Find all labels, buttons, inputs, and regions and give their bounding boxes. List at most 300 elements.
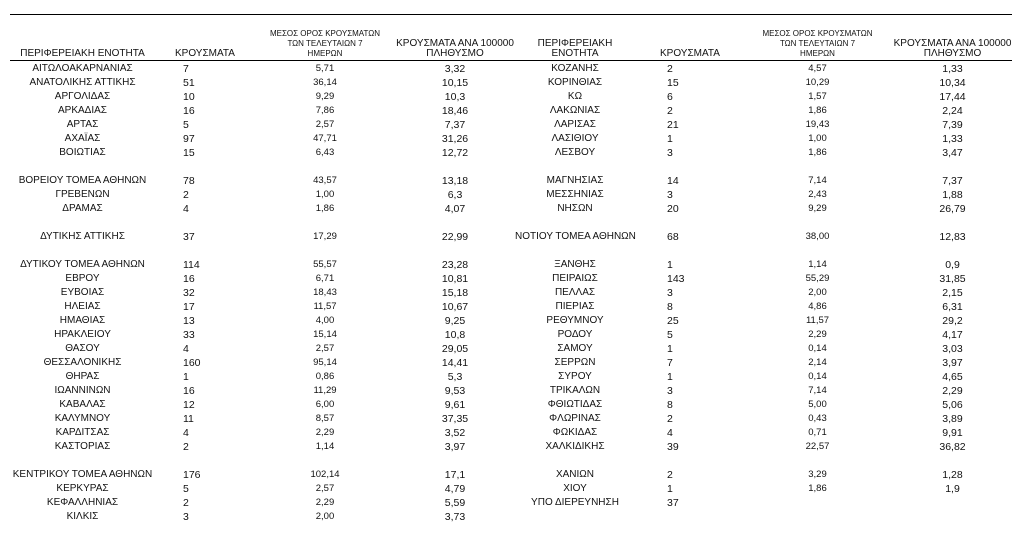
- cases-cell: 3: [667, 147, 673, 159]
- table-row: [10, 188, 515, 202]
- cases-cell: [155, 244, 255, 258]
- region-cell: ΘΑΣΟΥ: [65, 343, 100, 354]
- region-cell: ΠΕΙΡΑΙΩΣ: [552, 273, 598, 284]
- table-row: [10, 426, 515, 440]
- region-cell: ΚΑΒΑΛΑΣ: [59, 399, 106, 410]
- region-cell: [10, 216, 155, 230]
- region-cell: ΥΠΟ ΔΙΕΡΕΥΝΗΣΗ: [531, 497, 619, 508]
- table-row: [515, 188, 1015, 202]
- avg-cell: 6,71: [315, 273, 335, 284]
- table-row: [515, 76, 1015, 90]
- cases-cell: [635, 454, 745, 468]
- table-row: [10, 174, 515, 188]
- top-rule: [10, 14, 1012, 15]
- per-cell: 31,85: [939, 273, 966, 285]
- avg-cell: 55,29: [805, 273, 830, 284]
- cases-cell: 1: [667, 343, 673, 355]
- avg-cell: [255, 454, 395, 468]
- per-cell: 2,24: [942, 105, 963, 117]
- table-row: [10, 272, 515, 286]
- cases-cell: [155, 216, 255, 230]
- table-row: [10, 328, 515, 342]
- avg-cell: 1,86: [808, 105, 827, 116]
- cases-cell: 2: [667, 413, 673, 425]
- cases-cell: 6: [667, 91, 673, 103]
- table-row: [10, 90, 515, 104]
- table-row: [515, 482, 1015, 496]
- avg-cell: 9,29: [808, 203, 827, 214]
- table-row-spacer: [515, 454, 1015, 468]
- region-cell: ΙΩΑΝΝΙΝΩΝ: [54, 385, 111, 396]
- cases-cell: 4: [183, 343, 189, 355]
- avg-cell: 1,86: [808, 147, 827, 158]
- per-cell: 1,28: [942, 469, 963, 481]
- cases-cell: 4: [183, 203, 189, 215]
- header-per-right: [890, 22, 1015, 60]
- per-cell: 14,41: [441, 357, 469, 369]
- left-rows: [10, 62, 515, 524]
- cases-cell: 14: [667, 175, 679, 187]
- per-cell: 1,88: [942, 189, 963, 201]
- table-row: [10, 510, 515, 524]
- per-cell: 15,18: [441, 287, 469, 299]
- cases-cell: 17: [183, 301, 195, 313]
- table-row: [515, 202, 1015, 216]
- cases-cell: 16: [183, 105, 195, 117]
- avg-cell: 2,57: [315, 343, 335, 354]
- per-cell: 3,32: [444, 63, 466, 75]
- header-region-right: [515, 22, 635, 60]
- header-region-label: ΠΕΡΙΦΕΡΕΙΑΚΗ ΕΝΟΤΗΤΑ: [20, 48, 145, 59]
- region-cell: ΔΥΤΙΚΟΥ ΤΟΜΕΑ ΑΘΗΝΩΝ: [20, 259, 145, 270]
- cases-cell: [635, 244, 745, 258]
- cases-cell: [635, 160, 745, 174]
- table-row: [515, 146, 1015, 160]
- table-row: [10, 62, 515, 76]
- avg-cell: 0,14: [808, 343, 827, 354]
- cases-cell: 39: [667, 441, 679, 453]
- cases-cell: 33: [183, 329, 195, 341]
- table-row: [10, 286, 515, 300]
- per-cell: [890, 454, 1015, 468]
- cases-cell: 21: [667, 119, 679, 131]
- table-row-spacer: [10, 454, 515, 468]
- region-cell: ΞΑΝΘΗΣ: [554, 259, 596, 270]
- avg-cell: 2,57: [315, 119, 335, 130]
- cases-cell: 7: [667, 357, 673, 369]
- avg-cell: 2,14: [808, 357, 827, 368]
- avg-cell: 1,57: [808, 91, 827, 102]
- per-cell: 5,59: [444, 497, 466, 509]
- header-avg-line2-right: ΤΩΝ ΤΕΛΕΥΤΑΙΩΝ 7: [779, 39, 856, 48]
- table-row: [515, 398, 1015, 412]
- cases-cell: 3: [667, 287, 673, 299]
- region-cell: ΣΕΡΡΩΝ: [554, 357, 596, 368]
- avg-cell: 95,14: [313, 357, 337, 368]
- region-cell: ΝΗΣΩΝ: [557, 203, 593, 214]
- cases-cell: 2: [667, 469, 673, 481]
- table-row-spacer: [515, 216, 1015, 230]
- per-cell: [890, 160, 1015, 174]
- header-avg-line1: ΜΕΣΟΣ ΟΡΟΣ ΚΡΟΥΣΜΑΤΩΝ: [269, 29, 381, 38]
- per-cell: 1,33: [942, 133, 963, 145]
- header-avg: [255, 20, 395, 60]
- per-cell: 9,25: [444, 315, 466, 327]
- avg-cell: 2,43: [808, 189, 827, 200]
- cases-cell: 1: [667, 133, 673, 145]
- header-region: [10, 22, 155, 60]
- avg-cell: 2,57: [315, 483, 335, 494]
- region-cell: ΑΝΑΤΟΛΙΚΗΣ ΑΤΤΙΚΗΣ: [29, 77, 136, 88]
- cases-cell: 4: [667, 427, 673, 439]
- region-cell: ΒΟΡΕΙΟΥ ΤΟΜΕΑ ΑΘΗΝΩΝ: [18, 175, 147, 186]
- per-cell: 17,1: [444, 469, 466, 481]
- region-cell: ΑΡΓΟΛΙΔΑΣ: [54, 91, 111, 102]
- per-cell: 37,35: [441, 413, 469, 425]
- per-cell: 1,9: [945, 483, 960, 495]
- region-cell: ΔΡΑΜΑΣ: [62, 203, 103, 214]
- table-row: [515, 468, 1015, 482]
- per-cell: [395, 216, 515, 230]
- region-cell: ΣΥΡΟΥ: [558, 371, 592, 382]
- per-cell: 31,26: [441, 133, 469, 145]
- avg-cell: 5,00: [808, 399, 827, 410]
- region-cell: [10, 244, 155, 258]
- per-cell: 7,37: [444, 119, 466, 131]
- per-cell: 3,97: [942, 357, 963, 369]
- avg-cell: 22,57: [805, 441, 830, 452]
- per-cell: 12,72: [441, 147, 469, 159]
- header-cases-label: ΚΡΟΥΣΜΑΤΑ: [175, 48, 235, 59]
- table-row: [515, 258, 1015, 272]
- per-cell: 10,3: [444, 91, 466, 103]
- region-cell: ΑΙΤΩΛΟΑΚΑΡΝΑΝΙΑΣ: [32, 63, 133, 74]
- table-row: [10, 384, 515, 398]
- avg-cell: 1,00: [808, 133, 827, 144]
- header-per-line1-right: ΚΡΟΥΣΜΑΤΑ ΑΝΑ 100000: [893, 38, 1012, 49]
- region-cell: ΚΑΛΥΜΝΟΥ: [54, 413, 111, 424]
- cases-cell: [635, 216, 745, 230]
- avg-cell: 11,29: [313, 385, 337, 396]
- per-cell: 12,83: [939, 231, 966, 243]
- cases-cell: 3: [667, 385, 673, 397]
- cases-cell: 4: [183, 427, 189, 439]
- avg-cell: 36,14: [313, 77, 337, 88]
- cases-cell: 5: [183, 119, 189, 131]
- per-cell: 5,3: [447, 371, 463, 383]
- table-row: [10, 230, 515, 244]
- cases-cell: 5: [667, 329, 673, 341]
- region-cell: ΗΡΑΚΛΕΙΟΥ: [54, 329, 111, 340]
- per-cell: 4,65: [942, 371, 963, 383]
- avg-cell: 2,29: [315, 427, 335, 438]
- cases-cell: 15: [183, 147, 195, 159]
- header-cases-right: [635, 22, 745, 60]
- avg-cell: 4,00: [315, 315, 335, 326]
- cases-cell: 7: [183, 63, 189, 75]
- region-cell: ΚΑΣΤΟΡΙΑΣ: [54, 441, 111, 452]
- avg-cell: [745, 454, 890, 468]
- cases-cell: 160: [183, 357, 201, 369]
- region-cell: ΡΟΔΟΥ: [557, 329, 593, 340]
- region-cell: ΛΑΡΙΣΑΣ: [554, 119, 596, 130]
- table-row: [10, 342, 515, 356]
- region-cell: ΚΟΖΑΝΗΣ: [551, 63, 599, 74]
- per-cell: 9,91: [942, 427, 963, 439]
- avg-cell: 17,29: [313, 231, 337, 242]
- cases-cell: 37: [183, 231, 195, 243]
- per-cell: [890, 244, 1015, 258]
- right-rows: [515, 62, 1015, 510]
- per-cell: 5,06: [942, 399, 963, 411]
- table-row: [10, 398, 515, 412]
- avg-cell: 7,14: [808, 175, 827, 186]
- avg-cell: 6,43: [315, 147, 335, 158]
- avg-cell: 2,00: [808, 287, 827, 298]
- per-cell: 4,07: [444, 203, 466, 215]
- cases-cell: 68: [667, 231, 679, 243]
- cases-cell: 16: [183, 385, 195, 397]
- cases-cell: 1: [183, 371, 189, 383]
- region-cell: [515, 160, 635, 174]
- avg-cell: 1,14: [315, 441, 335, 452]
- header-per-line1: ΚΡΟΥΣΜΑΤΑ ΑΝΑ 100000: [396, 38, 514, 49]
- table-row: [10, 314, 515, 328]
- cases-cell: 2: [667, 63, 673, 75]
- per-cell: 2,29: [942, 385, 963, 397]
- table-row: [515, 132, 1015, 146]
- avg-cell: [745, 216, 890, 230]
- region-cell: ΑΧΑΪΑΣ: [64, 133, 101, 144]
- table-row: [10, 258, 515, 272]
- avg-cell: [255, 244, 395, 258]
- per-cell: 6,31: [942, 301, 963, 313]
- per-cell: 10,34: [939, 77, 966, 89]
- table-row-spacer: [10, 160, 515, 174]
- per-cell: [395, 454, 515, 468]
- per-cell: 10,81: [441, 273, 469, 285]
- region-cell: ΓΡΕΒΕΝΩΝ: [55, 189, 110, 200]
- per-cell: [890, 496, 1015, 510]
- region-cell: ΕΒΡΟΥ: [65, 273, 100, 284]
- per-cell: 9,61: [444, 399, 466, 411]
- avg-cell: [255, 160, 395, 174]
- region-cell: ΕΥΒΟΙΑΣ: [60, 287, 105, 298]
- per-cell: 6,3: [447, 189, 463, 201]
- region-cell: [515, 454, 635, 468]
- per-cell: 29,05: [441, 343, 469, 355]
- cases-cell: 3: [667, 189, 673, 201]
- table-row: [10, 132, 515, 146]
- avg-cell: 4,57: [808, 63, 827, 74]
- avg-cell: 18,43: [313, 287, 337, 298]
- region-cell: ΚΩ: [567, 91, 583, 102]
- region-cell: ΗΜΑΘΙΑΣ: [59, 315, 106, 326]
- avg-cell: 0,14: [808, 371, 827, 382]
- cases-cell: 78: [183, 175, 195, 187]
- region-cell: ΤΡΙΚΑΛΩΝ: [549, 385, 601, 396]
- table-row: [515, 104, 1015, 118]
- cases-cell: 114: [183, 259, 200, 271]
- table-row: [515, 230, 1015, 244]
- avg-cell: 1,86: [315, 203, 335, 214]
- avg-cell: 10,29: [805, 77, 830, 88]
- avg-cell: [255, 216, 395, 230]
- avg-cell: 2,29: [808, 329, 827, 340]
- region-cell: ΚΙΛΚΙΣ: [66, 511, 99, 522]
- per-cell: 4,17: [942, 329, 963, 341]
- cases-cell: 32: [183, 287, 195, 299]
- per-cell: 22,99: [441, 231, 469, 243]
- table-row-spacer: [10, 216, 515, 230]
- region-cell: ΜΑΓΝΗΣΙΑΣ: [546, 175, 604, 186]
- avg-cell: [745, 160, 890, 174]
- table-row: [515, 314, 1015, 328]
- table-row: [515, 356, 1015, 370]
- table-row: [515, 300, 1015, 314]
- region-cell: [515, 216, 635, 230]
- region-cell: ΧΑΝΙΩΝ: [555, 469, 595, 480]
- cases-cell: 13: [183, 315, 195, 327]
- region-cell: [10, 160, 155, 174]
- cases-cell: [155, 454, 255, 468]
- per-cell: 7,37: [942, 175, 963, 187]
- per-cell: [395, 160, 515, 174]
- avg-cell: 2,00: [315, 511, 335, 522]
- table-row: [515, 272, 1015, 286]
- header-avg-right: [745, 20, 890, 60]
- avg-cell: 3,29: [808, 469, 827, 480]
- cases-cell: 2: [183, 441, 189, 453]
- table-row: [10, 300, 515, 314]
- region-cell: ΝΟΤΙΟΥ ΤΟΜΕΑ ΑΘΗΝΩΝ: [515, 231, 636, 242]
- region-cell: ΚΑΡΔΙΤΣΑΣ: [55, 427, 110, 438]
- region-cell: ΚΕΝΤΡΙΚΟΥ ΤΟΜΕΑ ΑΘΗΝΩΝ: [12, 469, 153, 480]
- table-row: [515, 328, 1015, 342]
- avg-cell: 9,29: [315, 91, 335, 102]
- per-cell: 10,8: [444, 329, 466, 341]
- table-row: [515, 370, 1015, 384]
- cases-cell: 25: [667, 315, 679, 327]
- table-row: [10, 146, 515, 160]
- cases-cell: [155, 160, 255, 174]
- region-cell: ΛΑΚΩΝΙΑΣ: [549, 105, 601, 116]
- cases-cell: 5: [183, 483, 189, 495]
- avg-cell: 43,57: [313, 175, 337, 186]
- cases-cell: 2: [183, 189, 189, 201]
- per-cell: 3,89: [942, 413, 963, 425]
- region-cell: ΡΕΘΥΜΝΟΥ: [546, 315, 604, 326]
- avg-cell: 1,86: [808, 483, 827, 494]
- header-avg-line1-right: ΜΕΣΟΣ ΟΡΟΣ ΚΡΟΥΣΜΑΤΩΝ: [762, 29, 873, 38]
- per-cell: [890, 216, 1015, 230]
- cases-cell: 143: [667, 273, 685, 285]
- per-cell: 23,28: [441, 259, 469, 271]
- avg-cell: 15,14: [313, 329, 337, 340]
- per-cell: 17,44: [939, 91, 966, 103]
- header-per: [395, 22, 515, 60]
- avg-cell: 11,57: [313, 301, 337, 312]
- region-cell: ΘΕΣΣΑΛΟΝΙΚΗΣ: [43, 357, 122, 368]
- table-row-spacer: [10, 244, 515, 258]
- cases-cell: 97: [183, 133, 195, 145]
- table-row: [515, 342, 1015, 356]
- per-cell: 10,15: [441, 77, 469, 89]
- table-row: [515, 384, 1015, 398]
- avg-cell: 2,29: [315, 497, 335, 508]
- table-row: [10, 412, 515, 426]
- region-cell: ΒΟΙΩΤΙΑΣ: [59, 147, 106, 158]
- table-row: [515, 62, 1015, 76]
- table-row: [10, 496, 515, 510]
- cases-cell: 1: [667, 371, 673, 383]
- table-row: [10, 482, 515, 496]
- region-cell: ΘΗΡΑΣ: [65, 371, 100, 382]
- cases-cell: 3: [183, 511, 189, 523]
- avg-cell: [745, 244, 890, 258]
- table-row: [10, 104, 515, 118]
- per-cell: [395, 244, 515, 258]
- per-cell: 3,97: [444, 441, 466, 453]
- per-cell: 3,47: [942, 147, 963, 159]
- cases-cell: 1: [667, 259, 673, 271]
- table-row: [515, 286, 1015, 300]
- region-cell: ΚΟΡΙΝΘΙΑΣ: [547, 77, 603, 88]
- cases-cell: 51: [183, 77, 195, 89]
- cases-cell: 20: [667, 203, 679, 215]
- table-row: [10, 356, 515, 370]
- cases-cell: 37: [667, 497, 679, 509]
- avg-cell: 4,86: [808, 301, 827, 312]
- avg-cell: 38,00: [805, 231, 830, 242]
- cases-cell: 1: [667, 483, 673, 495]
- region-cell: [515, 244, 635, 258]
- region-cell: ΑΡΚΑΔΙΑΣ: [58, 105, 107, 116]
- region-cell: ΗΛΕΙΑΣ: [64, 301, 101, 312]
- cases-cell: 2: [183, 497, 189, 509]
- table-row: [515, 426, 1015, 440]
- table-row: [10, 468, 515, 482]
- header-cases: [155, 22, 255, 60]
- header-cases-label-right: ΚΡΟΥΣΜΑΤΑ: [660, 48, 720, 59]
- per-cell: 13,18: [441, 175, 469, 187]
- avg-cell: 7,14: [808, 385, 827, 396]
- region-cell: ΛΕΣΒΟΥ: [554, 147, 596, 158]
- region-cell: ΦΛΩΡΙΝΑΣ: [549, 413, 601, 424]
- per-cell: 0,9: [945, 259, 960, 271]
- cases-cell: 176: [183, 469, 201, 481]
- header-avg-line3-right: ΗΜΕΡΩΝ: [800, 49, 835, 58]
- per-cell: 10,67: [441, 301, 469, 313]
- avg-cell: 1,00: [315, 189, 335, 200]
- table-row-spacer: [515, 244, 1015, 258]
- avg-cell: 55,57: [313, 259, 337, 270]
- region-cell: ΣΑΜΟΥ: [557, 343, 593, 354]
- cases-cell: 16: [183, 273, 195, 285]
- avg-cell: 0,43: [808, 413, 827, 424]
- region-cell: ΑΡΤΑΣ: [66, 119, 99, 130]
- region-cell: ΦΘΙΩΤΙΔΑΣ: [547, 399, 603, 410]
- per-cell: 1,33: [942, 63, 963, 75]
- header-region-label-right: ΠΕΡΙΦΕΡΕΙΑΚΗ ΕΝΟΤΗΤΑ: [537, 38, 613, 59]
- per-cell: 18,46: [441, 105, 469, 117]
- per-cell: 2,15: [942, 287, 963, 299]
- avg-cell: 11,57: [805, 315, 830, 326]
- avg-cell: 19,43: [805, 119, 830, 130]
- avg-cell: 1,14: [808, 259, 827, 270]
- table-row: [515, 90, 1015, 104]
- cases-cell: 8: [667, 301, 673, 313]
